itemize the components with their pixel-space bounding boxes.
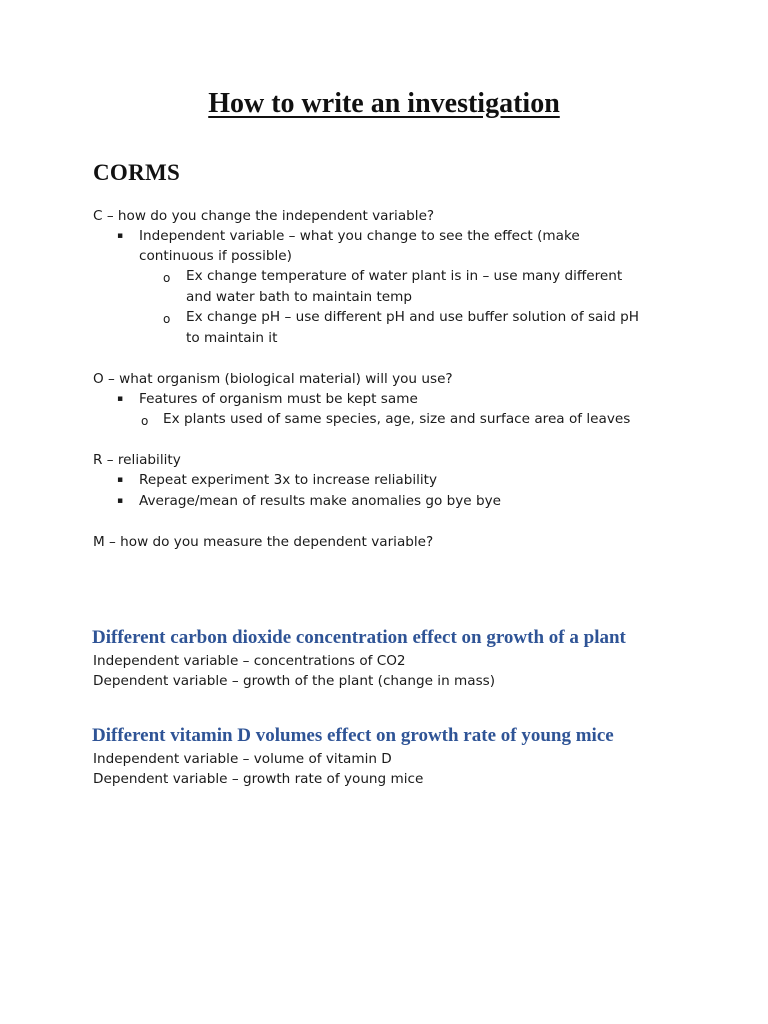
circle-bullet-icon: o <box>163 312 171 326</box>
c-sub2-line1: Ex change pH – use different pH and use buffer solution of said pH <box>186 309 639 325</box>
square-bullet-icon: ▪ <box>117 496 124 506</box>
c-intro: C – how do you change the independent variable? <box>93 208 435 224</box>
c-sub2-line2: to maintain it <box>186 330 278 346</box>
c-bullet-line2: continuous if possible) <box>139 248 292 264</box>
c-sub1-line2: and water bath to maintain temp <box>186 289 413 305</box>
square-bullet-icon: ▪ <box>117 394 124 404</box>
example1-dependent: Dependent variable – growth of the plant (change in mass) <box>93 673 496 689</box>
circle-bullet-icon: o <box>163 271 171 285</box>
m-intro: M – how do you measure the dependent variable? <box>93 534 434 550</box>
square-bullet-icon: ▪ <box>117 231 124 241</box>
example2-dependent: Dependent variable – growth rate of young mice <box>93 771 424 787</box>
r-bullet2: Average/mean of results make anomalies go bye bye <box>139 493 502 509</box>
example1-independent: Independent variable – concentrations of CO2 <box>93 653 406 669</box>
corms-heading: CORMS <box>93 160 181 185</box>
r-bullet1: Repeat experiment 3x to increase reliability <box>139 472 438 488</box>
o-bullet1: Features of organism must be kept same <box>139 391 418 407</box>
c-bullet-line1: Independent variable – what you change to see the effect (make <box>139 228 580 244</box>
circle-bullet-icon: o <box>141 414 149 428</box>
example2-independent: Independent variable – volume of vitamin D <box>93 751 392 767</box>
o-sub1: Ex plants used of same species, age, size and surface area of leaves <box>163 411 631 427</box>
o-intro: O – what organism (biological material) will you use? <box>93 371 453 387</box>
page-title: How to write an investigation <box>208 88 560 119</box>
r-intro: R – reliability <box>93 452 181 468</box>
c-sub1-line1: Ex change temperature of water plant is in – use many different <box>186 268 623 284</box>
square-bullet-icon: ▪ <box>117 475 124 485</box>
example1-heading: Different carbon dioxide concentration effect on growth of a plant <box>92 627 626 648</box>
example2-heading: Different vitamin D volumes effect on growth rate of young mice <box>92 725 614 746</box>
